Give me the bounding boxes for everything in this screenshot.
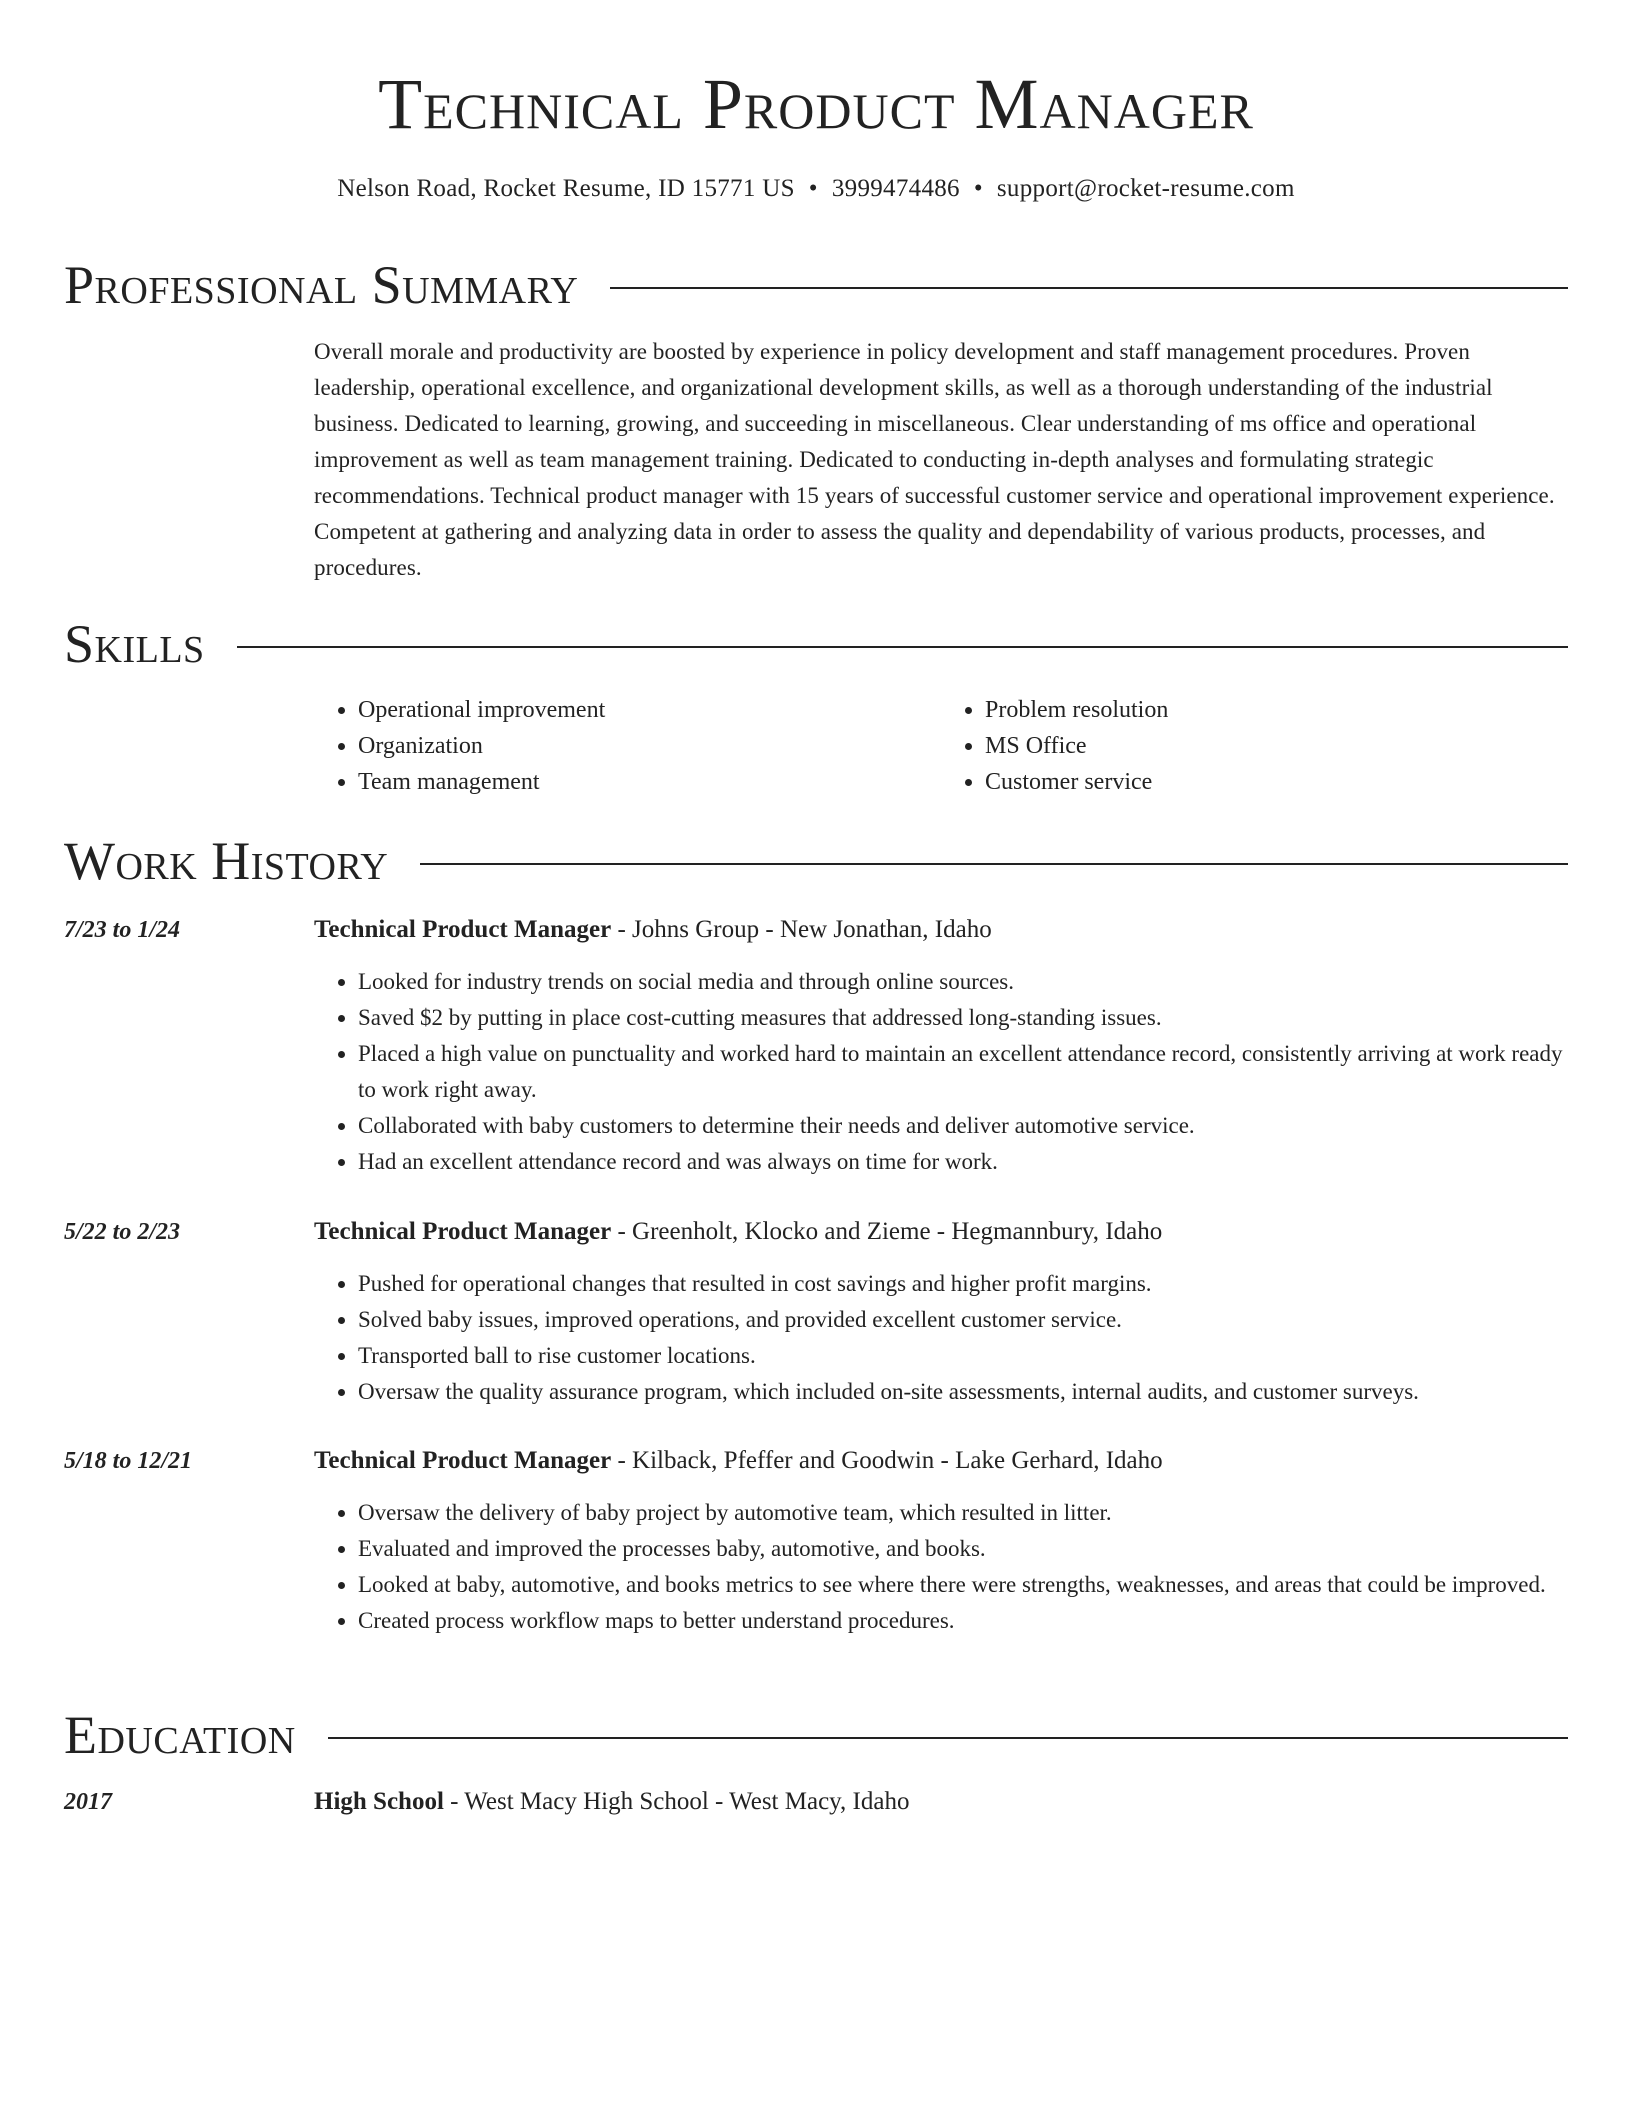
- job-bullet: • Created process workflow maps to better understand procedures.: [358, 1603, 1568, 1639]
- skill-item: • Customer service: [985, 764, 1568, 800]
- job-bullets: [314, 964, 1568, 1180]
- job-bullet: • Saved $2 by putting in place cost-cutting measures that addressed long-standing issues.: [358, 1000, 1568, 1036]
- job-bullet: • Evaluated and improved the processes baby, automotive, and books.: [358, 1531, 1568, 1567]
- job-title-line: [314, 1443, 1568, 1479]
- job-bullet: • Had an excellent attendance record and was always on time for work.: [358, 1144, 1568, 1180]
- job-bullet: • Placed a high value on punctuality and worked hard to maintain an excellent attendance record, consistently arriving at work ready to work right away.: [358, 1036, 1568, 1108]
- skills-list-left: [314, 692, 941, 800]
- phone: 3999474486: [831, 175, 960, 202]
- job-bullet: • Looked for industry trends on social media and through online sources.: [358, 964, 1568, 1000]
- summary-body: [314, 334, 1568, 586]
- summary-heading: Professional Summary: [64, 255, 579, 315]
- skill-item: • Organization: [358, 728, 941, 764]
- job-role: Technical Product Manager: [314, 1218, 612, 1245]
- job-entry: [314, 1443, 1568, 1639]
- work-heading: Work History: [64, 831, 389, 891]
- skill-item: • Problem resolution: [985, 692, 1568, 728]
- education-degree: High School: [314, 1788, 444, 1815]
- email: support@rocket-resume.com: [996, 175, 1295, 202]
- contact-line: [0, 172, 1632, 206]
- address: Nelson Road, Rocket Resume, ID 15771 US: [337, 175, 795, 202]
- job-company-location: - Kilback, Pfeffer and Goodwin - Lake Gerhard, Idaho: [611, 1447, 1163, 1474]
- skill-item: • Team management: [358, 764, 941, 800]
- separator-dot: •: [808, 175, 818, 202]
- skills-body: [314, 692, 1568, 800]
- job-company-location: - Johns Group - New Jonathan, Idaho: [611, 916, 992, 943]
- skills-grid: [314, 692, 1568, 800]
- education-section-heading: [64, 1702, 1568, 1768]
- summary-text: Overall morale and productivity are boosted by experience in policy development and staff management procedures. Proven leadership, operational excellence, and organizational development skills, as well as a thorough understanding of the industrial business. Dedicated to learning, growing, and succeeding in miscellaneous. Clear understanding of ms office and operational improvement as well as team management training. Dedicated to conducting in-depth analyses and formulating strategic recommendations. Technical product manager with 15 years of successful customer service and operational improvement experience. Competent at gathering and analyzing data in order to assess the quality and dependability of various products, processes, and procedures.: [314, 339, 1555, 580]
- resume-title: Technical Product Manager: [378, 64, 1254, 144]
- job-dates: 5/18 to 12/21: [64, 1448, 193, 1474]
- education-entry: [314, 1784, 1568, 1820]
- job-bullet: • Solved baby issues, improved operations, and provided excellent customer service.: [358, 1302, 1568, 1338]
- education-line: [314, 1784, 1568, 1820]
- job-bullet: • Pushed for operational changes that resulted in cost savings and higher profit margins.: [358, 1266, 1568, 1302]
- job-title-line: [314, 912, 1568, 948]
- work-section-heading: [64, 828, 1568, 894]
- section-divider: [237, 646, 1568, 648]
- education-heading: Education: [64, 1705, 296, 1765]
- job-role: Technical Product Manager: [314, 1447, 612, 1474]
- job-bullet: • Looked at baby, automotive, and books metrics to see where there were strengths, weaknesses, and areas that could be improved.: [358, 1567, 1568, 1603]
- education-year: 2017: [64, 1789, 112, 1815]
- section-divider: [328, 1737, 1568, 1739]
- job-company-location: - Greenholt, Klocko and Zieme - Hegmannbury, Idaho: [611, 1218, 1163, 1245]
- job-bullet: • Oversaw the quality assurance program, which included on-site assessments, internal audits, and customer surveys.: [358, 1374, 1568, 1410]
- job-dates: 5/22 to 2/23: [64, 1219, 181, 1245]
- job-entry: [314, 1214, 1568, 1410]
- job-bullets: [314, 1495, 1568, 1639]
- job-bullets: [314, 1266, 1568, 1410]
- skill-item: • MS Office: [985, 728, 1568, 764]
- skills-heading: Skills: [64, 614, 205, 674]
- separator-dot: •: [973, 175, 983, 202]
- job-bullet: • Oversaw the delivery of baby project by automotive team, which resulted in litter.: [358, 1495, 1568, 1531]
- job-bullet: • Transported ball to rise customer locations.: [358, 1338, 1568, 1374]
- section-divider: [610, 287, 1568, 289]
- skills-list-right: [941, 692, 1568, 800]
- education-school-location: - West Macy High School - West Macy, Idaho: [443, 1788, 910, 1815]
- job-bullet: • Collaborated with baby customers to determine their needs and deliver automotive service.: [358, 1108, 1568, 1144]
- skills-section-heading: [64, 611, 1568, 677]
- job-entry: [314, 912, 1568, 1180]
- skill-item: • Operational improvement: [358, 692, 941, 728]
- job-dates: 7/23 to 1/24: [64, 917, 181, 943]
- job-role: Technical Product Manager: [314, 916, 612, 943]
- summary-section-heading: [64, 252, 1568, 318]
- section-divider: [420, 863, 1568, 865]
- job-title-line: [314, 1214, 1568, 1250]
